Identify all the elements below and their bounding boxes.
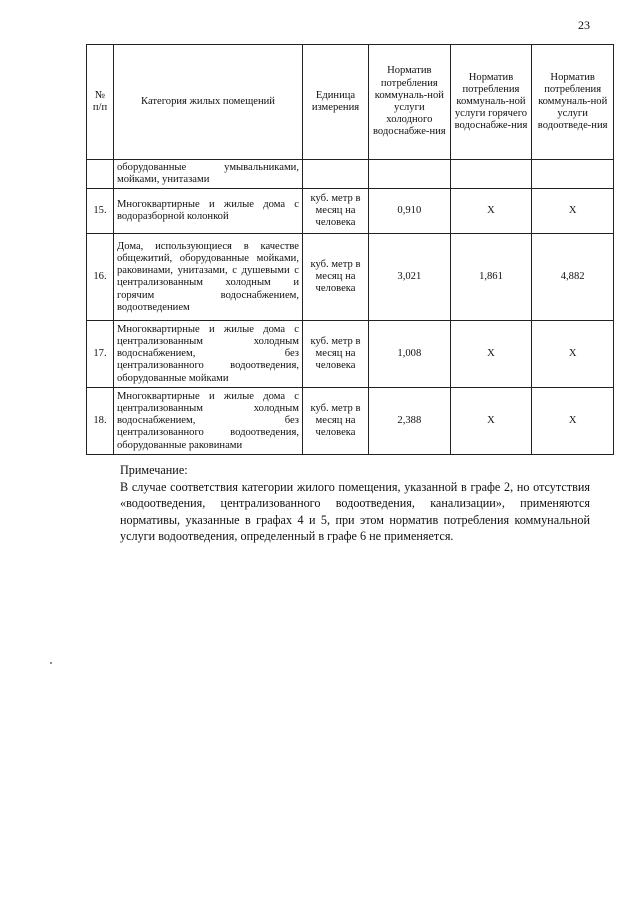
- cell-unit: куб. метр в месяц на человека: [303, 189, 369, 234]
- cell-cold: 2,388: [369, 388, 451, 455]
- cell-hot: [450, 160, 532, 189]
- header-hot-water: Норматив потребления коммуналь-ной услуги горячего водоснабже-ния: [450, 45, 532, 160]
- cell-cold: [369, 160, 451, 189]
- table-row: [87, 160, 614, 189]
- page-number: 23: [578, 18, 590, 32]
- cell-cold: 3,021: [369, 234, 451, 321]
- table-header-row: [87, 45, 614, 160]
- table-row: [87, 321, 614, 388]
- cell-unit: куб. метр в месяц на человека: [303, 234, 369, 321]
- cell-hot: Х: [450, 189, 532, 234]
- header-category: Категория жилых помещений: [114, 45, 303, 160]
- cell-num: 16.: [87, 234, 114, 321]
- cell-category: оборудованные умывальниками, мойками, унитазами: [114, 160, 303, 189]
- cell-hot: 1,861: [450, 234, 532, 321]
- cell-drain: [532, 160, 614, 189]
- table-row: [87, 189, 614, 234]
- cell-num: 17.: [87, 321, 114, 388]
- header-num: № п/п: [87, 45, 114, 160]
- cell-num: 15.: [87, 189, 114, 234]
- cell-category: Многоквартирные и жилые дома с централизованным холодным водоснабжением, без централизованного водоотведения, оборудованные раковинами: [114, 388, 303, 455]
- cell-drain: 4,882: [532, 234, 614, 321]
- table-row: [87, 388, 614, 455]
- cell-drain: Х: [532, 388, 614, 455]
- cell-hot: Х: [450, 388, 532, 455]
- table-row: [87, 234, 614, 321]
- cell-category: Многоквартирные и жилые дома с централизованным холодным водоснабжением, без централизованного водоотведения, оборудованные мойками: [114, 321, 303, 388]
- header-unit: Единица измерения: [303, 45, 369, 160]
- cell-unit: куб. метр в месяц на человека: [303, 388, 369, 455]
- cell-category: Многоквартирные и жилые дома с водоразборной колонкой: [114, 189, 303, 234]
- scan-speck: [50, 662, 52, 664]
- header-drainage: Норматив потребления коммуналь-ной услуги водоотведе-ния: [532, 45, 614, 160]
- cell-drain: Х: [532, 189, 614, 234]
- cell-unit: [303, 160, 369, 189]
- cell-cold: 1,008: [369, 321, 451, 388]
- cell-unit: куб. метр в месяц на человека: [303, 321, 369, 388]
- header-cold-water: Норматив потребления коммуналь-ной услуги холодного водоснабже-ния: [369, 45, 451, 160]
- cell-num: 18.: [87, 388, 114, 455]
- note-section: [120, 462, 590, 545]
- norms-table: [86, 44, 614, 455]
- cell-drain: Х: [532, 321, 614, 388]
- cell-cold: 0,910: [369, 189, 451, 234]
- note-body: В случае соответствия категории жилого помещения, указанной в графе 2, но отсутствия «водоотведения, централизованного водоотведения, канализации», применяются нормативы, указанные в графах 4 и 5, при этом норматив потребления коммунальной услуги водоотведения, определенный в графе 6 не применяется.: [120, 479, 590, 543]
- cell-hot: Х: [450, 321, 532, 388]
- cell-category: Дома, использующиеся в качестве общежитий, оборудованные мойками, раковинами, унитазами, с душевыми с централизованным холодным и горячим водоснабжением, водоотведением: [114, 234, 303, 321]
- note-title: Примечание:: [120, 463, 188, 477]
- cell-num: [87, 160, 114, 189]
